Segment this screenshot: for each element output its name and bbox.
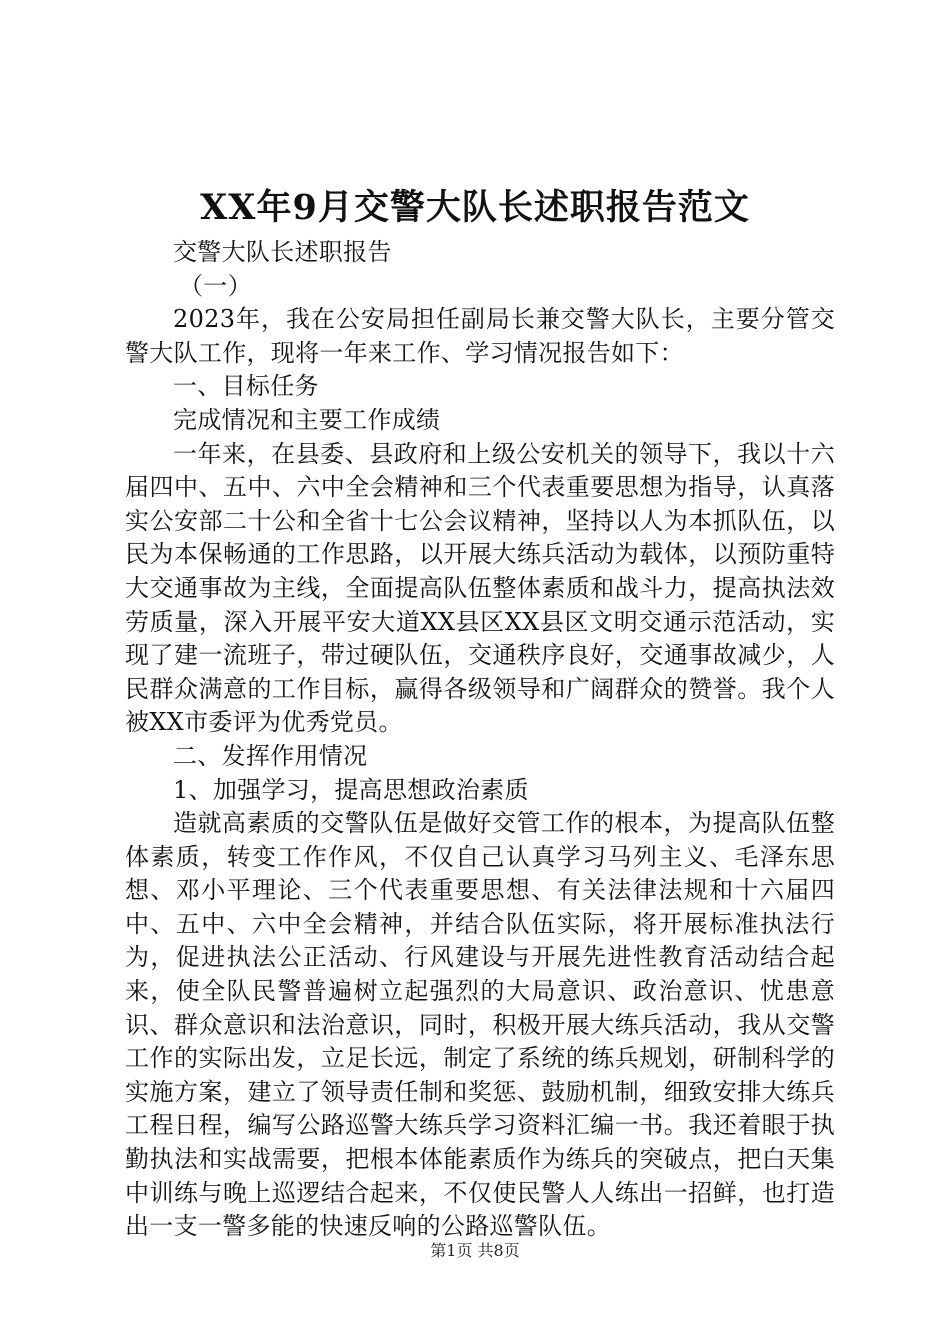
heading-completion-status: 完成情况和主要工作成绩: [173, 405, 441, 434]
heading-role-played: 二、发挥作用情况: [173, 741, 368, 770]
heading-strengthen-study: 1、加强学习，提高思想政治素质: [173, 775, 529, 804]
section-number-paragraph: （一）: [179, 271, 252, 300]
document-title: XX年9月交警大队长述职报告范文: [200, 187, 750, 228]
study-paragraph: 造就高素质的交警队伍是做好交管工作的根本，为提高队伍整体素质，转变工作作风，不仅自己认真学习马列主义、毛泽东思想、邓小平理论、三个代表重要思想、有关法律法规和十六届四中、五中、六中全会精神，并结合队伍实际，将开展标准执法行为，促进执法公正活动、行风建设与开展先进性教育活动结合起来，使全队民警普遍树立起强烈的大局意识、政治意识、忧患意识、群众意识和法治意识，同时，积极开展大练兵活动，我从交警工作的实际出发，立足长远，制定了系统的练兵规划，研制科学的实施方案，建立了领导责任制和奖惩、鼓励机制，细致安排大练兵工程日程，编写公路巡警大练兵学习资料汇编一书。我还着眼于执勤执法和实战需要，把根本体能素质作为练兵的突破点，把白天集中训练与晚上巡逻结合起来，不仅使民警人人练出一招鲜，也打造出一支一警多能的快速反响的公路巡警队伍。: [125, 809, 835, 1241]
page-footer: 第1页 共8页: [430, 1241, 520, 1260]
achievements-paragraph: 一年来，在县委、县政府和上级公安机关的领导下，我以十六届四中、五中、六中全会精神和三个代表重要思想为指导，认真落实公安部二十公和全省十七公会议精神，坚持以人为本抓队伍，以民为本保畅通的工作思路，以开展大练兵活动为载体，以预防重特大交通事故为主线，全面提高队伍整体素质和战斗力，提高执法效劳质量，深入开展平安大道XX县区XX县区文明交通示范活动，实现了建一流班子，带过硬队伍，交通秩序良好，交通事故减少，人民群众满意的工作目标，赢得各级领导和广阔群众的赞誉。我个人被XX市委评为优秀党员。: [125, 439, 835, 737]
document-body: [125, 236, 835, 1244]
subtitle-paragraph: 交警大队长述职报告: [173, 238, 392, 266]
heading-target-task: 一、目标任务: [173, 372, 319, 401]
intro-paragraph: 2023年，我在公安局担任副局长兼交警大队长，主要分管交警大队工作，现将一年来工作、学习情况报告如下：: [125, 305, 835, 367]
